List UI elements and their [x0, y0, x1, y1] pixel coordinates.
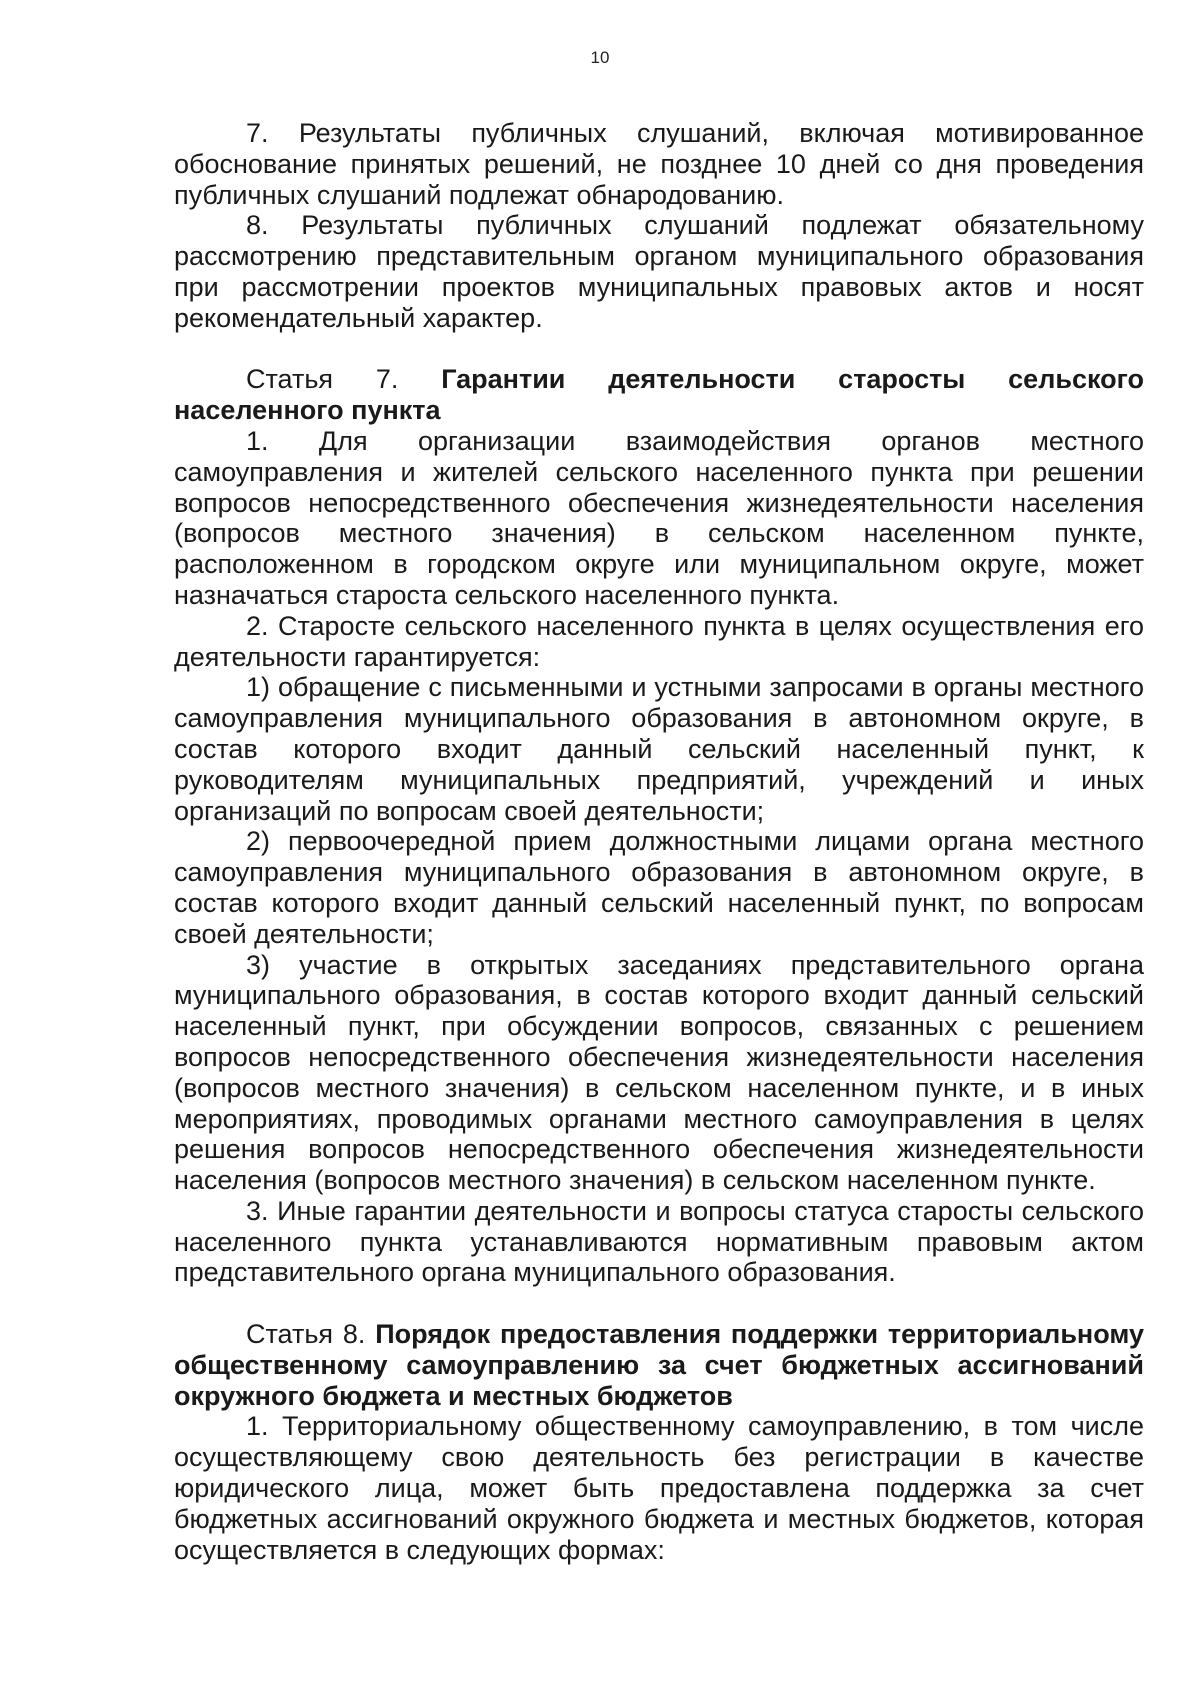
article-7-paragraph-2: 2. Старосте сельского населенного пункта в целях осуществления его деятельности гарантируется: — [174, 610, 1144, 672]
article-7-item-2: 2) первоочередной прием должностными лицами органа местного самоуправления муниципального образования в автономном округе, в состав которого входит данный сельский населенный пункт, по вопросам своей деятельности; — [174, 826, 1144, 949]
section-spacer — [174, 1288, 1144, 1319]
article-8-paragraph-1: 1. Территориальному общественному самоуправлению, в том числе осуществляющему свою деятельность без регистрации в качестве юридического лица, может быть предоставлена поддержка за счет бюджетных ассигнований окружного бюджета и местных бюджетов, которая осуществляется в следующих формах: — [174, 1411, 1144, 1565]
article-8-heading — [174, 1319, 1144, 1411]
article-7-paragraph-3: 3. Иные гарантии деятельности и вопросы статуса старосты сельского населенного пункта устанавливаются нормативным правовым актом представительного органа муниципального образования. — [174, 1195, 1144, 1288]
paragraph-7-results: 7. Результаты публичных слушаний, включая мотивированное обоснование принятых решений, не позднее 10 дней со дня проведения публичных слушаний подлежат обнародованию. — [174, 118, 1144, 210]
article-7-paragraph-1: 1. Для организации взаимодействия органов местного самоуправления и жителей сельского населенного пункта при решении вопросов непосредственного обеспечения жизнедеятельности населения (вопросов местного значения) в сельском населенном пункте, расположенном в городском округе или муниципальном округе, может назначаться староста сельского населенного пункта. — [174, 425, 1144, 610]
page-number: 10 — [590, 48, 610, 67]
article-8-title: Порядок предоставления поддержки территориальному общественному самоуправлению за счет бюджетных ассигнований окружного бюджета и местных бюджетов — [174, 1319, 1145, 1411]
article-7-number: Статья 7. — [246, 364, 399, 395]
paragraph-8-results: 8. Результаты публичных слушаний подлежат обязательному рассмотрению представительным органом муниципального образования при рассмотрении проектов муниципальных правовых актов и носят рекомендательный характер. — [174, 210, 1144, 333]
section-spacer — [174, 334, 1144, 365]
document-body — [174, 118, 1144, 1565]
article-8-number: Статья 8. — [246, 1319, 366, 1350]
article-7-item-3: 3) участие в открытых заседаниях представительного органа муниципального образования, в состав которого входит данный сельский населенный пункт, при обсуждении вопросов, связанных с решением вопросов непосредственного обеспечения жизнедеятельности населения (вопросов местного значения) в сельском населенном пункте, и в иных мероприятиях, проводимых органами местного самоуправления в целях решения вопросов непосредственного обеспечения жизнедеятельности населения (вопросов местного значения) в сельском населенном пункте. — [174, 949, 1144, 1196]
article-7-item-1: 1) обращение с письменными и устными запросами в органы местного самоуправления муниципального образования в автономном округе, в состав которого входит данный сельский населенный пункт, к руководителям муниципальных предприятий, учреждений и иных организаций по вопросам своей деятельности; — [174, 672, 1144, 826]
article-7-heading — [174, 364, 1144, 426]
article-7-title: Гарантии деятельности старосты сельского населенного пункта — [174, 364, 1144, 426]
